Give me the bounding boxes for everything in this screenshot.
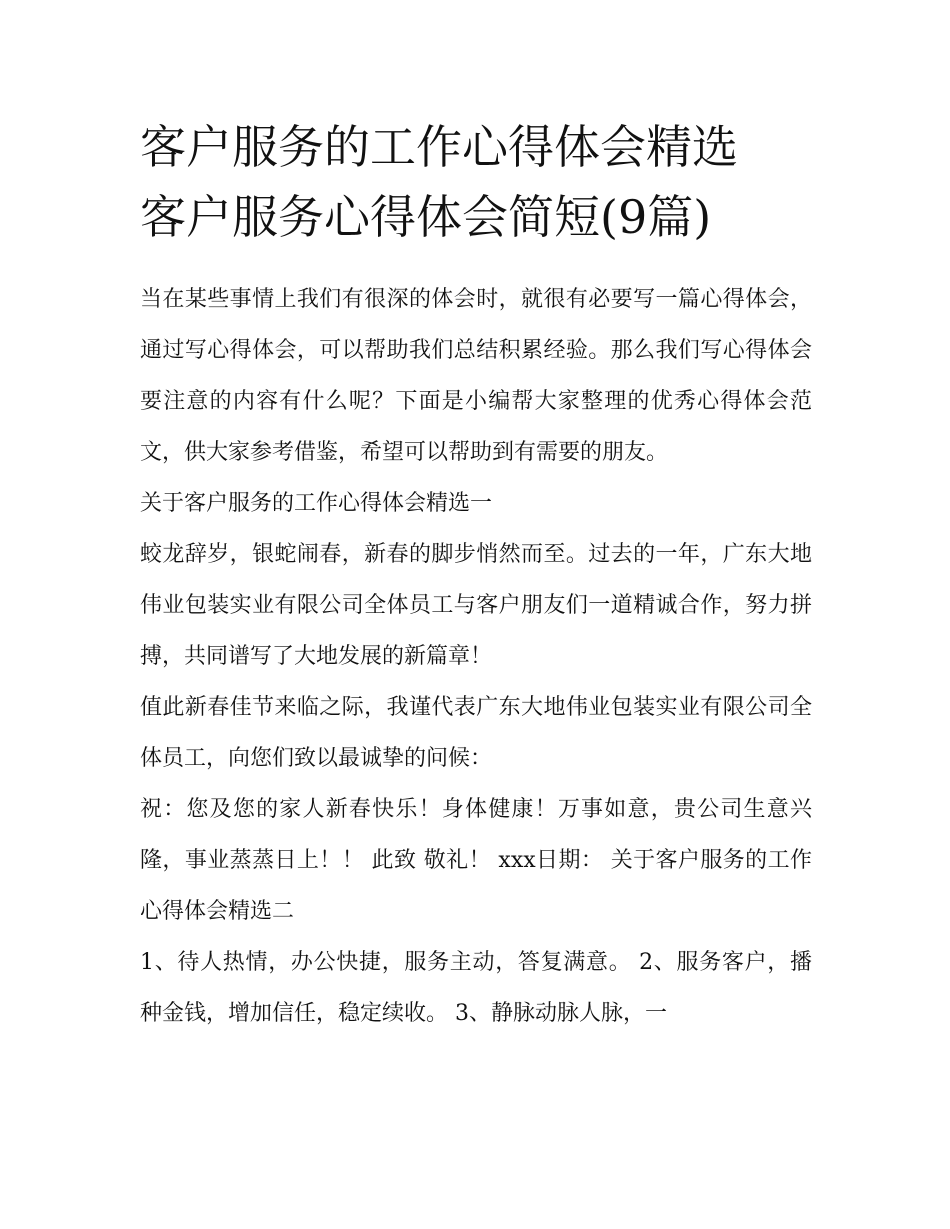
intro-paragraph: 当在某些事情上我们有很深的体会时，就很有必要写一篇心得体会，通过写心得体会，可以帮助我们总结积累经验。那么我们写心得体会要注意的内容有什么呢？下面是小编帮大家整理的优秀心得体会范文，供大家参考借鉴，希望可以帮助到有需要的朋友。 [140,287,812,465]
title-line-1: 客户服务的工作心得体会精选 [140,120,738,174]
section-heading-1: 关于客户服务的工作心得体会精选一 [140,491,493,516]
document-page [140,112,812,1039]
title-line-2: 客户服务心得体会简短(9篇) [140,190,712,244]
body-paragraph: 1、待人热情，办公快捷，服务主动，答复满意。 2、服务客户，播种金钱，增加信任，稳定续收。 3、静脉动脉人脉，一 [140,950,812,1026]
body-paragraph: 值此新春佳节来临之际，我谨代表广东大地伟业包装实业有限公司全体员工，向您们致以最诚挚的问候： [140,695,812,771]
body-paragraph: 蛟龙辞岁，银蛇闹春，新春的脚步悄然而至。过去的一年，广东大地伟业包装实业有限公司全体员工与客户朋友们一道精诚合作，努力拼搏，共同谱写了大地发展的新篇章！ [140,542,812,669]
body-paragraph: 祝：您及您的家人新春快乐！身体健康！万事如意，贵公司生意兴隆，事业蒸蒸日上！！ 此致 敬礼！ xxx日期： 关于客户服务的工作心得体会精选二 [140,797,812,924]
document-title [140,112,812,252]
